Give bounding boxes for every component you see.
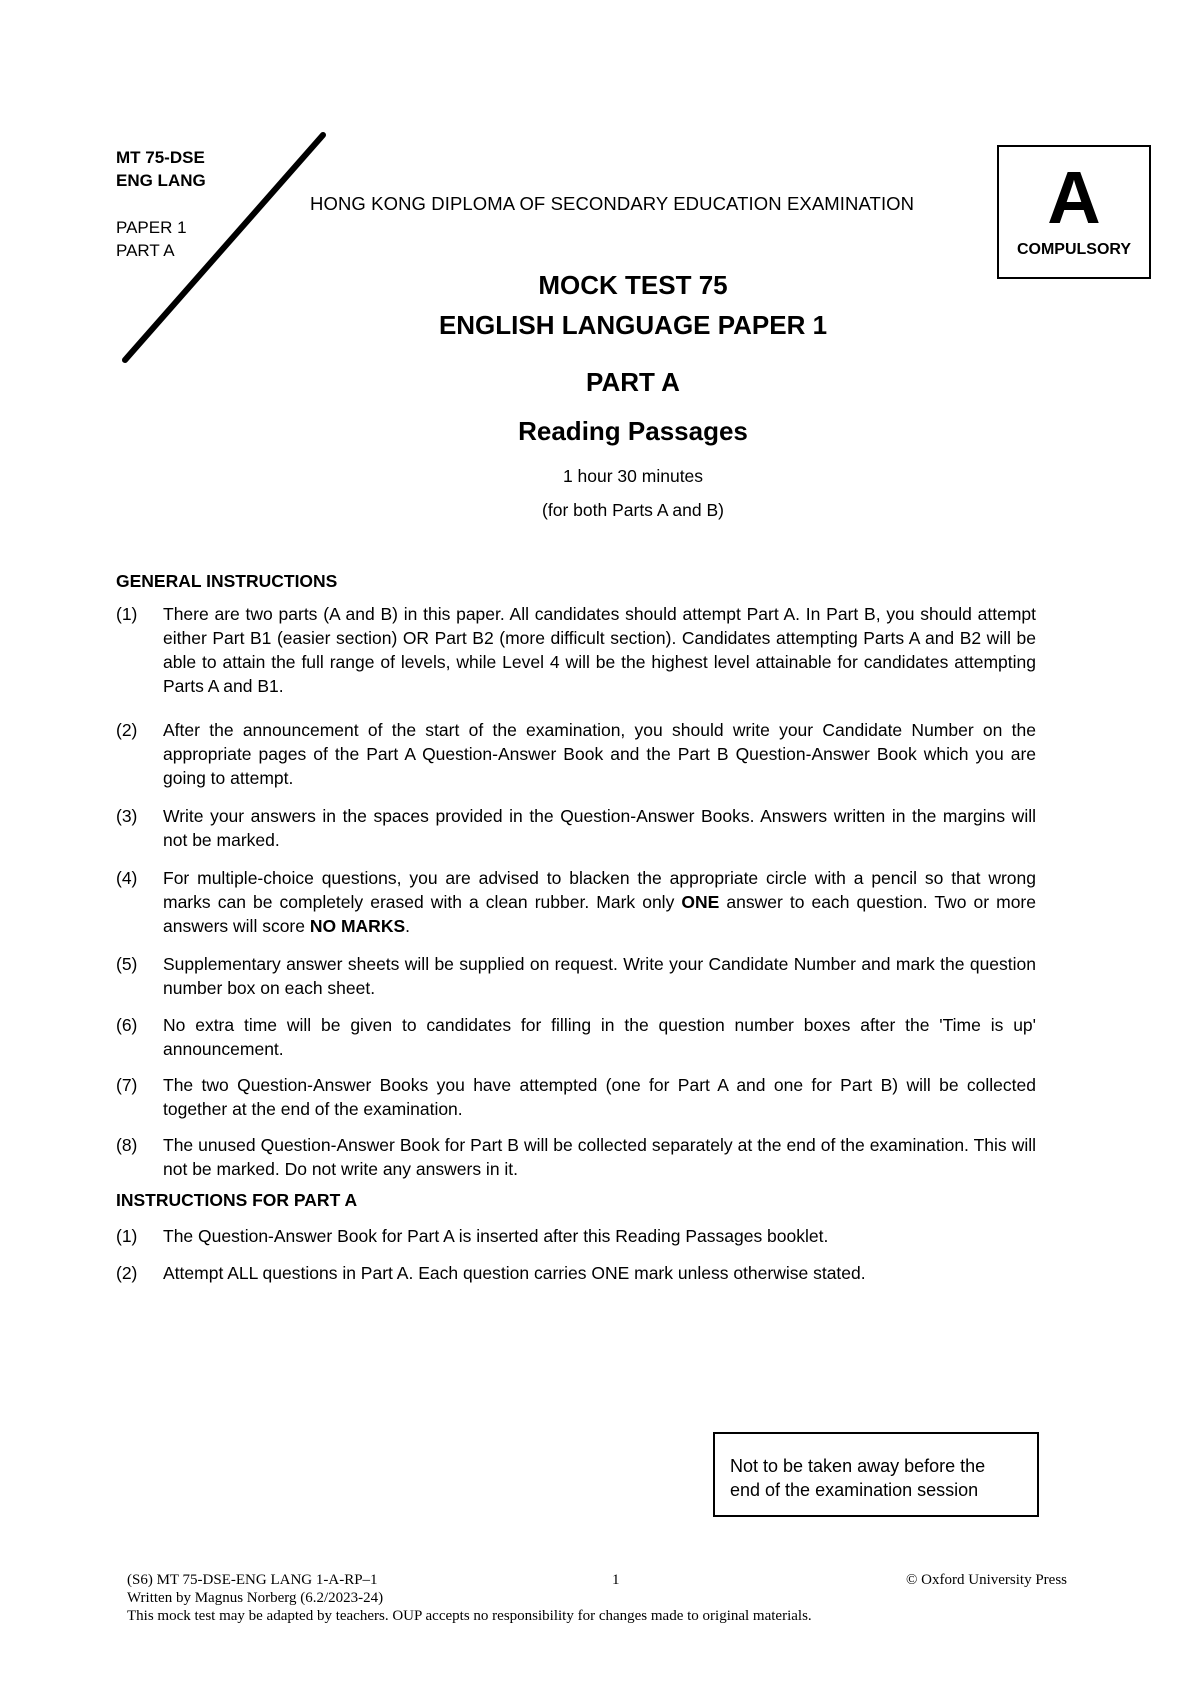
paper-code-line4: PART A [116,241,175,260]
item-text: For multiple-choice questions, you are advised to blacken the appropriate circle with a pencil so that wrong marks can be completely erased with a clean rubber. Mark only ONE answer to each question. Two or more answers will score NO MARKS. [163,868,1036,936]
title-line4: Reading Passages [518,416,748,446]
notice-box [713,1432,1039,1517]
item-number: (2) [116,720,138,740]
footer-disclaimer: This mock test may be adapted by teachers. OUP accepts no responsibility for changes made to original materials. [127,1608,812,1624]
item-text: After the announcement of the start of the examination, you should write your Candidate Number on the appropriate pages of the Part A Question-Answer Book and the Part B Question-Answer Book which you are going to attempt. [163,720,1036,788]
general-item-5 [116,952,1036,1000]
title-line1: MOCK TEST 75 [538,270,728,300]
item-text: The two Question-Answer Books you have attempted (one for Part A and one for Part B) will be collected together at the end of the examination. [163,1075,1036,1119]
item-number: (4) [116,868,138,888]
general-item-4 [116,866,1036,938]
grade-label: COMPULSORY [1016,241,1132,258]
title-line2: ENGLISH LANGUAGE PAPER 1 [438,310,828,340]
item-number: (1) [116,604,138,624]
exam-name: HONG KONG DIPLOMA OF SECONDARY EDUCATION EXAMINATION [310,193,915,214]
part-a-item-2 [116,1261,1036,1285]
general-item-7 [116,1073,1036,1121]
item-text: Write your answers in the spaces provided in the Question-Answer Books. Answers written in the margins will not be marked. [163,806,1036,850]
item-number: (2) [116,1263,138,1283]
footer-author: Written by Magnus Norberg (6.2/2023-24) [127,1590,384,1606]
item-text: There are two parts (A and B) in this paper. All candidates should attempt Part A. In Part B, you should attempt either Part B1 (easier section) OR Part B2 (more difficult section). Candidates attempting Parts A and B2 will be able to attain the full range of levels, while Level 4 will be the highest level attainable for candidates attempting Parts A and B1. [163,604,1036,696]
general-item-8 [116,1133,1036,1181]
paper-code-line2: ENG LANG [116,171,206,190]
emphasis-one: ONE [681,892,720,912]
item-text: The Question-Answer Book for Part A is inserted after this Reading Passages booklet. [163,1226,829,1246]
footer-publisher: © Oxford University Press [906,1572,1067,1588]
item-text: The unused Question-Answer Book for Part B will be collected separately at the end of the examination. This will not be marked. Do not write any answers in it. [163,1135,1036,1179]
item-number: (8) [116,1135,138,1155]
notice-line1: Not to be taken away before the [730,1456,986,1476]
compulsory-box [997,145,1151,279]
footer-code: (S6) MT 75-DSE-ENG LANG 1-A-RP–1 [127,1572,378,1588]
emphasis-no-marks: NO MARKS [309,916,406,936]
item-number: (6) [116,1015,138,1035]
general-item-3 [116,804,1036,852]
general-item-1 [116,602,1036,698]
duration-note: (for both Parts A and B) [542,500,724,520]
grade-letter: A [1047,156,1101,239]
part-a-item-1 [116,1224,1036,1248]
item-text: No extra time will be given to candidates for filling in the question number boxes after the 'Time is up' announcement. [163,1015,1036,1059]
item-number: (5) [116,954,138,974]
notice-line2: end of the examination session [730,1480,979,1500]
item-text: Supplementary answer sheets will be supplied on request. Write your Candidate Number and mark the question number box on each sheet. [163,954,1036,998]
item-number: (7) [116,1075,138,1095]
title-line3: PART A [586,367,680,397]
paper-code-line1: MT 75-DSE [116,148,205,167]
page-footer [127,1571,1067,1625]
part-a-instructions-heading: INSTRUCTIONS FOR PART A [116,1190,358,1210]
item-number: (1) [116,1226,138,1246]
item-text: Attempt ALL questions in Part A. Each question carries ONE mark unless otherwise stated. [163,1263,866,1283]
paper-code-line3: PAPER 1 [116,218,187,237]
item-number: (3) [116,806,138,826]
general-instructions-heading: GENERAL INSTRUCTIONS [116,571,338,591]
general-item-2 [116,718,1036,790]
duration: 1 hour 30 minutes [562,466,704,486]
page-number: 1 [612,1572,620,1588]
general-item-6 [116,1013,1036,1061]
